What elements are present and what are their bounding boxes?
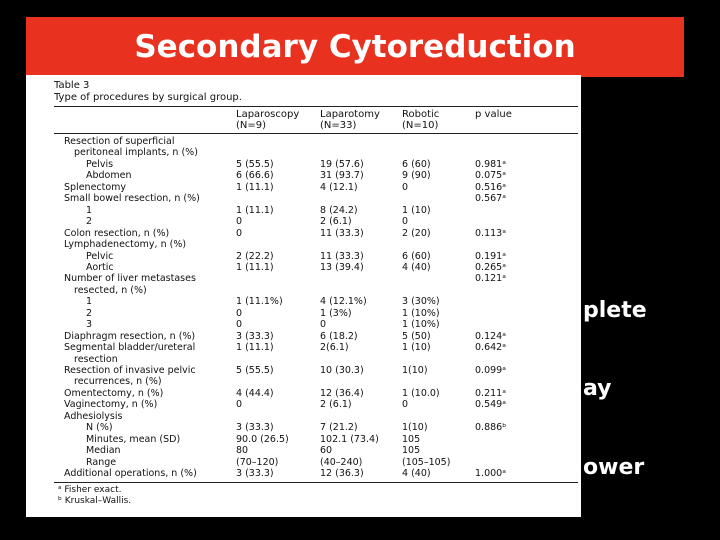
table-row xyxy=(26,160,581,170)
cell-procedure: Additional operations, n (%) xyxy=(64,468,197,480)
cell-robotic: 6 (60) xyxy=(402,250,431,262)
bg-text-fragment-3: ower xyxy=(583,455,645,480)
cell-p-value: 0.516ᵃ xyxy=(475,181,506,193)
cell-robotic: 1 (10) xyxy=(402,342,431,354)
cell-procedure: Number of liver metastases xyxy=(64,273,196,285)
cell-laparotomy: 2 (6.1) xyxy=(320,399,352,411)
cell-robotic: 1(10) xyxy=(402,365,428,376)
cell-robotic: 105 xyxy=(402,433,421,445)
table-row xyxy=(26,355,581,365)
cell-laparotomy: 2 (6.1) xyxy=(320,216,352,228)
cell-laparoscopy: 1 (11.1) xyxy=(236,181,274,193)
table-row xyxy=(26,343,581,353)
cell-p-value: 0.642ᵃ xyxy=(475,342,506,354)
cell-laparoscopy: 1 (11.1) xyxy=(236,204,274,216)
cell-laparotomy: 11 (33.3) xyxy=(320,227,364,239)
cell-robotic: 1 (10%) xyxy=(402,307,440,319)
cell-robotic: (105–105) xyxy=(402,456,451,468)
cell-laparotomy: 4 (12.1) xyxy=(320,181,358,193)
cell-procedure: Abdomen xyxy=(86,170,132,182)
table-row xyxy=(26,320,581,330)
cell-laparoscopy: 0 xyxy=(236,216,243,228)
cell-laparoscopy: 3 (33.3) xyxy=(236,422,274,434)
column-header-p-value: p value xyxy=(475,109,512,120)
table-row xyxy=(26,400,581,410)
cell-laparotomy: 19 (57.6) xyxy=(320,158,364,170)
table-bottom-rule xyxy=(54,482,578,483)
cell-procedure: Range xyxy=(86,456,117,468)
cell-laparotomy: 11 (33.3) xyxy=(320,250,364,262)
column-header-laparoscopy: Laparoscopy (N=9) xyxy=(236,109,300,131)
cell-procedure: Segmental bladder/ureteral xyxy=(64,342,196,354)
cell-laparotomy: 31 (93.7) xyxy=(320,170,364,182)
cell-robotic: 5 (50) xyxy=(402,330,431,342)
cell-procedure: Vaginectomy, n (%) xyxy=(64,399,158,411)
table-row xyxy=(26,171,581,181)
cell-laparotomy: 102.1 (73.4) xyxy=(320,433,379,445)
footnote-b: ᵇ Kruskal–Wallis. xyxy=(58,496,132,506)
table-header-rule xyxy=(54,133,578,134)
cell-laparotomy: 8 (24.2) xyxy=(320,204,358,216)
cell-p-value: 0.099ᵃ xyxy=(475,365,506,376)
slide-title: Secondary Cytoreduction xyxy=(134,29,576,65)
table-row xyxy=(26,240,581,250)
cell-p-value: 0.075ᵃ xyxy=(475,170,506,182)
table-row xyxy=(26,194,581,204)
cell-procedure: resected, n (%) xyxy=(74,284,147,296)
cell-procedure: 2 xyxy=(86,307,93,319)
cell-laparotomy: 6 (18.2) xyxy=(320,330,358,342)
cell-laparoscopy: 1 (11.1%) xyxy=(236,296,283,308)
table-row xyxy=(26,435,581,445)
table-row xyxy=(26,423,581,433)
cell-p-value: 0.886ᵇ xyxy=(475,422,507,434)
bg-text-fragment-1: plete xyxy=(583,298,647,323)
cell-procedure: 1 xyxy=(86,296,93,308)
cell-robotic: 105 xyxy=(402,445,421,457)
slide-title-bar xyxy=(26,17,684,77)
cell-robotic: 0 xyxy=(402,181,409,193)
cell-laparoscopy: 1 (11.1) xyxy=(236,342,274,354)
cell-procedure: resection xyxy=(74,353,118,365)
cell-robotic: 4 (40) xyxy=(402,261,431,273)
cell-robotic: 1 (10.0) xyxy=(402,387,440,399)
table-row xyxy=(26,366,581,376)
cell-procedure: Colon resection, n (%) xyxy=(64,227,170,239)
table-caption xyxy=(54,80,242,104)
table-top-rule xyxy=(54,106,578,107)
cell-laparotomy: (40–240) xyxy=(320,456,363,468)
cell-procedure: Splenectomy xyxy=(64,181,127,193)
bg-text-fragment-2: ay xyxy=(583,376,612,401)
table-row xyxy=(26,309,581,319)
cell-procedure: Minutes, mean (SD) xyxy=(86,433,181,445)
cell-laparotomy: 2(6.1) xyxy=(320,342,349,354)
cell-laparotomy: 0 xyxy=(320,319,327,331)
cell-robotic: 2 (20) xyxy=(402,227,431,239)
cell-laparoscopy: 0 xyxy=(236,307,243,319)
table-image-panel xyxy=(26,75,581,517)
cell-laparoscopy: 0 xyxy=(236,399,243,411)
cell-laparotomy: 60 xyxy=(320,445,333,457)
cell-p-value: 0.121ᵃ xyxy=(475,273,506,285)
table-row xyxy=(26,446,581,456)
table-row xyxy=(26,263,581,273)
cell-laparoscopy: 3 (33.3) xyxy=(236,468,274,480)
table-row xyxy=(26,377,581,387)
cell-robotic: 4 (40) xyxy=(402,468,431,480)
table-row xyxy=(26,469,581,479)
cell-procedure: Aortic xyxy=(86,261,114,273)
cell-procedure: Median xyxy=(86,445,121,457)
cell-laparotomy: 4 (12.1%) xyxy=(320,296,367,308)
cell-laparoscopy: 0 xyxy=(236,227,243,239)
cell-robotic: 6 (60) xyxy=(402,158,431,170)
table-row xyxy=(26,458,581,468)
cell-laparoscopy: 90.0 (26.5) xyxy=(236,433,289,445)
cell-robotic: 0 xyxy=(402,216,409,228)
cell-procedure: Pelvis xyxy=(86,158,114,170)
cell-laparotomy: 13 (39.4) xyxy=(320,261,364,273)
cell-procedure: Diaphragm resection, n (%) xyxy=(64,330,196,342)
cell-procedure: 3 xyxy=(86,319,93,331)
table-row xyxy=(26,332,581,342)
cell-laparoscopy: 5 (55.5) xyxy=(236,365,274,376)
cell-procedure: 2 xyxy=(86,216,93,228)
cell-procedure: Resection of superficial xyxy=(64,136,175,147)
cell-p-value: 0.567ᵃ xyxy=(475,193,506,205)
cell-laparotomy: 1 (3%) xyxy=(320,307,352,319)
cell-procedure: peritoneal implants, n (%) xyxy=(74,147,198,159)
cell-p-value: 1.000ᵃ xyxy=(475,468,506,480)
cell-laparoscopy: (70–120) xyxy=(236,456,279,468)
cell-procedure: Omentectomy, n (%) xyxy=(64,387,164,399)
cell-p-value: 0.191ᵃ xyxy=(475,250,506,262)
cell-laparoscopy: 3 (33.3) xyxy=(236,330,274,342)
column-header-robotic: Robotic (N=10) xyxy=(402,109,440,131)
table-description: Type of procedures by surgical group. xyxy=(54,92,242,103)
cell-p-value: 0.549ᵃ xyxy=(475,399,506,411)
table-row xyxy=(26,137,581,147)
cell-procedure: recurrences, n (%) xyxy=(74,376,162,388)
table-row xyxy=(26,206,581,216)
table-row xyxy=(26,286,581,296)
cell-robotic: 1(10) xyxy=(402,422,428,434)
cell-robotic: 1 (10) xyxy=(402,204,431,216)
cell-laparoscopy: 1 (11.1) xyxy=(236,261,274,273)
cell-robotic: 3 (30%) xyxy=(402,296,440,308)
cell-laparoscopy: 6 (66.6) xyxy=(236,170,274,182)
column-header-laparotomy: Laparotomy (N=33) xyxy=(320,109,380,131)
footnote-a: ᵃ Fisher exact. xyxy=(58,485,122,495)
table-row xyxy=(26,252,581,262)
table-row xyxy=(26,412,581,422)
cell-laparotomy: 12 (36.3) xyxy=(320,468,364,480)
cell-laparotomy: 10 (30.3) xyxy=(320,365,364,376)
cell-laparoscopy: 2 (22.2) xyxy=(236,250,274,262)
cell-p-value: 0.211ᵃ xyxy=(475,387,506,399)
cell-procedure: N (%) xyxy=(86,422,113,434)
cell-laparotomy: 7 (21.2) xyxy=(320,422,358,434)
cell-p-value: 0.265ᵃ xyxy=(475,261,506,273)
cell-robotic: 9 (90) xyxy=(402,170,431,182)
cell-robotic: 1 (10%) xyxy=(402,319,440,331)
table-row xyxy=(26,148,581,158)
table-row xyxy=(26,183,581,193)
cell-p-value: 0.124ᵃ xyxy=(475,330,506,342)
table-row xyxy=(26,229,581,239)
cell-procedure: Adhesiolysis xyxy=(64,410,123,422)
cell-procedure: 1 xyxy=(86,204,93,216)
cell-laparoscopy: 4 (44.4) xyxy=(236,387,274,399)
cell-robotic: 0 xyxy=(402,399,409,411)
cell-laparoscopy: 0 xyxy=(236,319,243,331)
table-number: Table 3 xyxy=(54,80,90,91)
cell-laparotomy: 12 (36.4) xyxy=(320,387,364,399)
table-row xyxy=(26,389,581,399)
cell-procedure: Resection of invasive pelvic xyxy=(64,365,196,376)
cell-laparoscopy: 5 (55.5) xyxy=(236,158,274,170)
table-row xyxy=(26,297,581,307)
table-row xyxy=(26,274,581,284)
cell-procedure: Pelvic xyxy=(86,250,114,262)
cell-p-value: 0.113ᵃ xyxy=(475,227,506,239)
cell-procedure: Small bowel resection, n (%) xyxy=(64,193,200,205)
cell-p-value: 0.981ᵃ xyxy=(475,158,506,170)
table-row xyxy=(26,217,581,227)
cell-procedure: Lymphadenectomy, n (%) xyxy=(64,239,187,251)
cell-laparoscopy: 80 xyxy=(236,445,249,457)
